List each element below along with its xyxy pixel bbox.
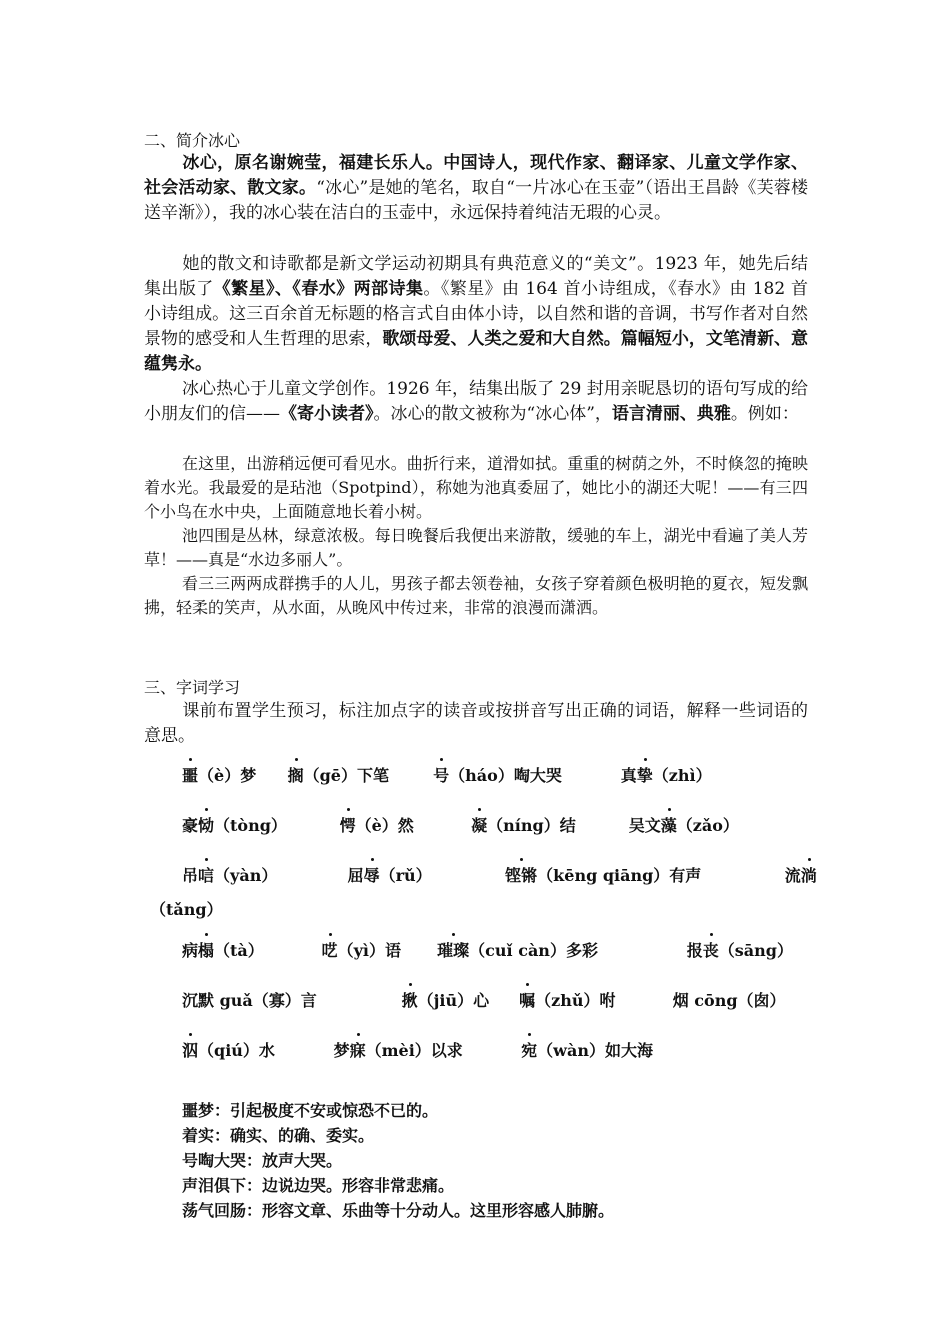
vocab-row xyxy=(182,939,793,963)
vocab-item: 屈辱（rǔ） xyxy=(348,864,500,888)
works-text-c: 。《繁星》由 164 首小诗组成，《春水》由 182 首小诗组成。这三百余首无标题的格言式自由体小诗，以自然和谐的音调，书写作者对自然景物的感受和人生哲理的思索， xyxy=(144,279,809,349)
children-bold-title: 《寄小读者》 xyxy=(280,404,374,424)
vocab-item: 烟 cōng（囱） xyxy=(672,991,786,1010)
vocab-item: 吊唁（yàn） xyxy=(182,864,342,888)
vocab-item: 嘱（zhǔ）咐 xyxy=(519,989,667,1013)
vocab-item: 搁（gē）下笔 xyxy=(288,764,428,788)
vocab-item: 璀璨（cuǐ càn）多彩 xyxy=(437,939,681,963)
vocab-item: 愕（è）然 xyxy=(340,814,466,838)
vocab-item: 豪恸（tòng） xyxy=(182,814,334,838)
section-heading: 二、简介冰心 xyxy=(144,131,241,150)
definition-item: 号啕大哭：放声大哭。 xyxy=(182,1151,343,1170)
vocab-row xyxy=(182,989,786,1013)
works-bold-title: 《繁星》、《春水》两部诗集 xyxy=(213,279,424,299)
vocab-row xyxy=(182,764,712,788)
vocab-item: 流淌 xyxy=(785,864,817,888)
vocab-item: 沉默 guǎ（寡）言 xyxy=(182,991,317,1010)
children-text-c: 。冰心的散文被称为“冰心体”， xyxy=(373,404,612,424)
quote-paragraph-1 xyxy=(144,452,808,524)
paragraph-works xyxy=(144,252,808,377)
vocab-item: 报丧（sāng） xyxy=(687,939,793,963)
quote-1-text: 在这里，出游稍远便可看见水。曲折行来，道滑如拭。重重的树荫之外，不时倏忽的掩映着水光。我最爱的是玷池（Spotpind），称她为池真委屈了，她比小的湖还大呢！——有三四个小鸟在水中央，上面随意地长着小树。 xyxy=(144,454,808,521)
quote-3-text: 看三三两两成群携手的人儿，男孩子都去领卷袖，女孩子穿着颜色极明艳的夏衣，短发飘拂，轻柔的笑声，从水面，从晚风中传过来，非常的浪漫而潇洒。 xyxy=(144,574,808,617)
works-bold-summary: 歌颂母爱、人类之爱和大自然。篇幅短小，文笔清新、意蕴隽永。 xyxy=(144,329,809,374)
section-heading: 三、字词学习 xyxy=(144,678,241,697)
definition-item: 噩梦：引起极度不安或惊恐不已的。 xyxy=(182,1101,439,1120)
vocab-item: 铿锵（kēng qiāng）有声 xyxy=(505,864,779,888)
vocab-item: 噩（è）梦 xyxy=(182,764,282,788)
vocab-item: 真挚（zhì） xyxy=(621,764,712,788)
vocab-row-wrap: （tǎng） xyxy=(150,900,223,919)
vocab-item: 呓（yì）语 xyxy=(322,939,432,963)
definition-item: 声泪俱下：边说边哭。形容非常悲痛。 xyxy=(182,1176,455,1195)
vocab-item: 梦寐（mèi）以求 xyxy=(334,1039,516,1063)
quote-paragraph-2 xyxy=(144,524,808,572)
vocab-item: 宛（wàn）如大海 xyxy=(521,1039,653,1063)
vocab-row xyxy=(182,864,817,888)
paragraph-intro xyxy=(144,151,808,226)
vocab-item: 泅（qiú）水 xyxy=(182,1039,328,1063)
vocab-row xyxy=(182,814,739,838)
vocab-item: 凝（níng）结 xyxy=(471,814,623,838)
vocab-item: 吴文藻（zǎo） xyxy=(629,814,739,838)
vocab-item: 揪（jiū）心 xyxy=(402,989,514,1013)
vocab-item: 号（háo）啕大哭 xyxy=(433,764,615,788)
paragraph-children xyxy=(144,377,808,427)
vocab-intro-text: 课前布置学生预习，标注加点字的读音或按拼音写出正确的词语，解释一些词语的意思。 xyxy=(144,701,808,746)
definition-item: 着实：确实、的确、委实。 xyxy=(182,1126,375,1145)
definition-item: 荡气回肠：形容文章、乐曲等十分动人。这里形容感人肺腑。 xyxy=(182,1201,615,1220)
vocab-item: 病榻（tà） xyxy=(182,939,316,963)
intro-rest: “冰心”是她的笔名，取自“一片冰心在玉壶”（语出王昌龄《芙蓉楼送辛渐》），我的冰心装在洁白的玉壶中，永远保持着纯洁无瑕的心灵。 xyxy=(144,178,809,223)
quote-paragraph-3 xyxy=(144,572,808,620)
quote-2-text: 池四围是丛林，绿意浓极。每日晚餐后我便出来游散，缓驰的车上，湖光中看遍了美人芳草！——真是“水边多丽人”。 xyxy=(144,526,808,569)
paragraph-vocab-intro xyxy=(144,699,808,749)
intro-bold: 冰心，原名谢婉莹，福建长乐人。中国诗人，现代作家、翻译家、儿童文学作家、社会活动家、散文家。 xyxy=(144,153,808,198)
works-text-a: 她的散文和诗歌都是新文学运动初期具有典范意义的“美文”。1923 年，她先后结集出版了 xyxy=(144,254,808,299)
children-bold-style: 语言清丽、典雅 xyxy=(611,404,731,424)
children-text-a: 冰心热心于儿童文学创作。1926 年，结集出版了 29 封用亲昵恳切的语句写成的给小朋友们的信—— xyxy=(144,379,808,424)
children-text-e: 。例如： xyxy=(730,404,799,424)
vocab-row xyxy=(182,1039,653,1063)
